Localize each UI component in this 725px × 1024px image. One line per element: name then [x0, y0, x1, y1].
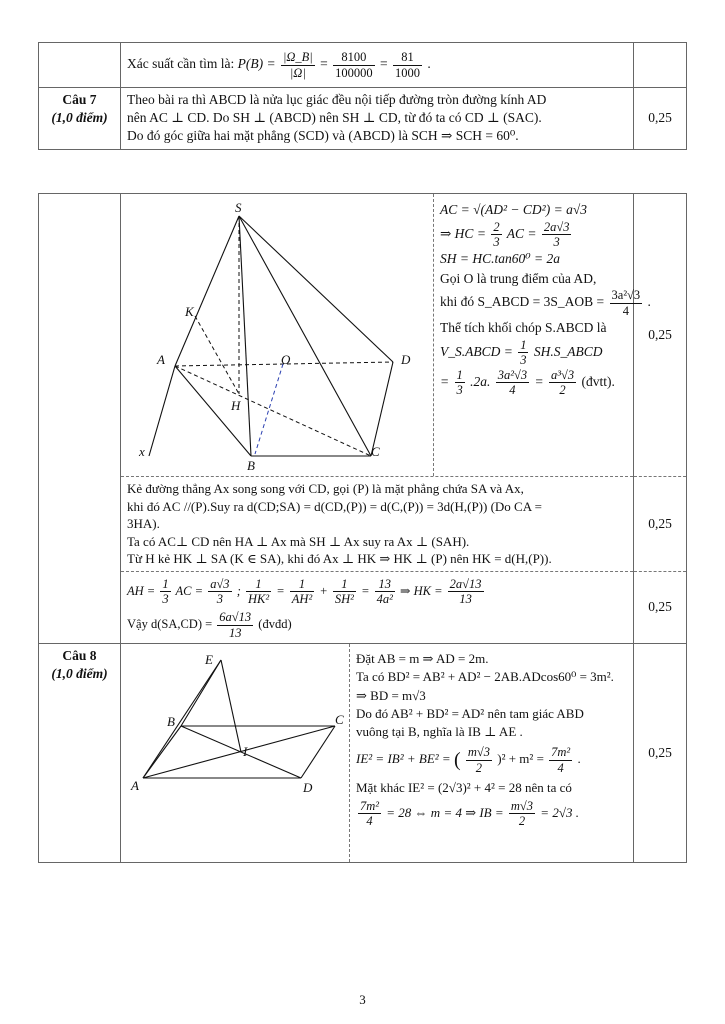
label-H: H — [231, 398, 241, 413]
label-D-q8: D — [303, 780, 313, 796]
question-label-8: Câu 8 (1,0 điểm) — [39, 644, 121, 863]
fraction-81: $\frac{81}{1000}$ — [395, 50, 420, 80]
label-S: S — [235, 200, 242, 215]
label-E: E — [205, 652, 213, 668]
question-7-text: Theo bài ra thì ABCD là nửa lục giác đều nội tiếp đường tròn đường kính AD nên AC ⊥ CD. Do SH ⊥ (ABCD) nên SH ⊥ CD, từ đó ta có CD ⊥ (SAC). Do đó góc giữa hai mặt phẳng (SCD) và (ABCD) là SCH ⇒ SCH = 60⁰. — [121, 88, 634, 150]
question-cell-continued — [39, 194, 121, 644]
fraction-8100: $\frac{8100}{100000}$ — [335, 50, 373, 80]
label-A: A — [157, 352, 165, 367]
label-O: O — [281, 352, 291, 367]
label-x: x — [139, 444, 145, 459]
question-label-7: Câu 7 (1,0 điểm) — [39, 88, 121, 150]
label-A-q8: A — [131, 778, 139, 794]
answer-table-main — [38, 193, 687, 863]
label-C: C — [371, 444, 380, 459]
label-K: K — [185, 304, 194, 319]
pyramid-row — [121, 194, 651, 477]
probability-row: Xác suất cần tìm là: P(B) = $\frac{|\Omega\_B|}{|\Omega|}$ = $\frac{8100}{100000}$ = $\frac{81}{1000}$ . — [121, 43, 634, 88]
parallelogram-svg — [121, 644, 349, 862]
label-C-q8: C — [335, 712, 344, 728]
pyramid-svg — [121, 194, 433, 476]
score-distance: 0,25 — [634, 477, 687, 572]
score-pyramid: 0,25 — [634, 194, 687, 477]
parallelogram-diagram — [121, 644, 350, 862]
label-I: I — [243, 744, 248, 760]
pyramid-diagram — [121, 194, 434, 476]
score-q7: 0,25 — [634, 88, 687, 150]
question-cell-empty — [39, 43, 121, 88]
label-B-q8: B — [167, 714, 175, 730]
page-number: 3 — [359, 992, 366, 1007]
pyramid-calculation: AC = √(AD² − CD²) = a√3 ⇒ HC = $\frac{2}{3}$ AC = $\frac{2a√3}{3}$ SH = HC.tan60⁰ = 2a Gọi O là trung điểm của AD, khi đó S_ABCD = 3S_AOB = $\frac{\text{3a²√3}}{4}$ . Thể tích khối chóp S.ABCD là V_S.ABCD = $\frac{1}{3}$ SH.S_ABCD = $\frac{1}{3}$ .2a. $\frac{\text{3a²√3}}{4}$ = $\frac{\text{a³√3}}{2}$ (đvtt). — [440, 202, 651, 397]
answer-table-top — [38, 42, 687, 150]
label-D: D — [401, 352, 411, 367]
hk-row: AH = $\frac{1}{3}$ AC = $\frac{a√3}{3}$ ; $\frac{1}{\text{HK²}}$ = $\frac{1}{\text{AH²}}$ + $\frac{1}{\text{SH²}}$ = $\frac{13}{\text{4a²}}$ ⇒ HK = $\frac{2a√13}{13}$ Vậy d(SA,CD) = $\frac{6a√13}{13}$ (đvđd) — [121, 571, 634, 644]
distance-row: Kẻ đường thẳng Ax song song với CD, gọi (P) là mặt phẳng chứa SA và Ax, khi đó AC //(P).Suy ra d(CD;SA) = d(CD,(P)) = d(C,(P)) = 3d(H,(P)) (Do CA = 3HA). Ta có AC⊥ CD nên HA ⊥ Ax mà SH ⊥ Ax suy ra Ax ⊥ (SAH). Từ H kẻ HK ⊥ SA (K ∈ SA), khi đó Ax ⊥ HK ⇒ HK ⊥ (P) nên HK = d(H,(P)). — [121, 477, 634, 572]
score-hk: 0,25 — [634, 571, 687, 644]
fraction-omega: $\frac{|\Omega\_B|}{|\Omega|}$ — [282, 50, 313, 80]
score-q8: 0,25 — [634, 644, 687, 863]
question-8-row — [121, 644, 634, 863]
question-8-solution: Đặt AB = m ⇒ AD = 2m. Ta có BD² = AB² + AD² − 2AB.ADcos60⁰ = 3m². ⇒ BD = m√3 Do đó AB² + BD² = AD² nên tam giác ABD vuông tại B, nghĩa là IB ⊥ AE . IE² = IB² + BE² = ( $\frac{m√3}{2}$ )² + m² = $\frac{\text{7m²}}{4}$ . Mặt khác IE² = (2√3)² + 4² = 28 nên ta có $\frac{\text{7m²}}{4}$ = 28 ⇔ m = 4 ⇒ IB = $\frac{m√3}{2}$ = 2√3 . — [356, 651, 614, 829]
score-cell-empty — [634, 43, 687, 88]
label-B: B — [247, 458, 255, 473]
